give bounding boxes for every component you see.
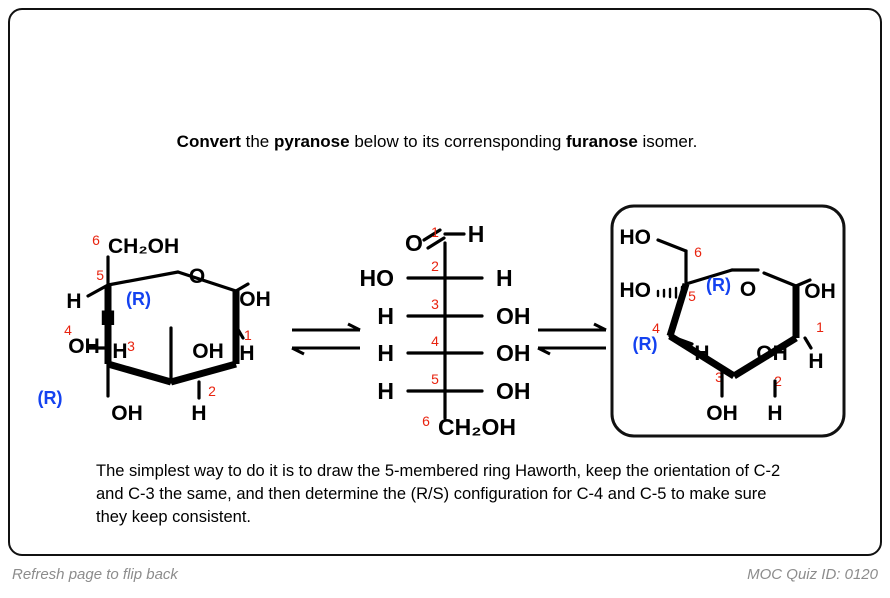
fischer-number-1: 1 [431, 224, 439, 240]
furanose-c2-h: H [767, 402, 783, 425]
pyranose-number-3: 3 [127, 338, 135, 354]
equilibrium-arrow-1 [292, 324, 360, 354]
prompt-word-pyranose: pyranose [274, 132, 350, 151]
fischer-c3-right: OH [496, 303, 531, 329]
fischer-number-4: 4 [431, 333, 439, 349]
haworth-furanose [612, 206, 844, 436]
fischer-number-5: 5 [431, 371, 439, 387]
pyranose-c1-oh: OH [239, 288, 271, 311]
pyranose-number-2: 2 [208, 383, 216, 399]
explanation-text: The simplest way to do it is to draw the 5-membered ring Haworth, keep the orientation of C-2 and C-3 the same, and then determine the (R/S) configuration for C-4 and C-5 to make sure they keep consistent. [96, 462, 781, 526]
prompt-word-convert: Convert [176, 132, 241, 151]
furanose-c3-oh: OH [706, 402, 738, 425]
fischer-c2-right: H [496, 265, 513, 291]
pyranose-c3-oh: OH [111, 402, 143, 425]
fischer-number-6: 6 [422, 413, 430, 429]
pyranose-stereo-c4: (R) [37, 388, 63, 408]
fischer-c3-left: H [377, 303, 394, 329]
furanose-stereo-c4: (R) [632, 334, 658, 354]
refresh-hint: Refresh page to flip back [12, 566, 178, 583]
furanose-number-6: 6 [694, 244, 702, 260]
fischer-projection [360, 221, 531, 440]
furanose-ring-oxygen: O [739, 278, 757, 301]
furanose-number-4: 4 [652, 320, 660, 336]
equilibrium-arrow-2 [538, 324, 606, 354]
prompt-seg-5: isomer. [637, 132, 698, 151]
fischer-c1-o: O [405, 230, 423, 256]
pyranose-c5-h: H [100, 307, 116, 330]
fischer-c5-right: OH [496, 378, 531, 404]
pyranose-stereo-c5: (R) [126, 289, 151, 309]
fischer-c2-left: HO [359, 265, 394, 291]
fischer-c4-right: OH [496, 340, 531, 366]
pyranose-c6-ch2oh: CH₂OH [108, 235, 180, 258]
quiz-id: MOC Quiz ID: 0120 [747, 566, 878, 583]
furanose-c2-oh: OH [756, 342, 788, 365]
fischer-c4-left: H [377, 340, 394, 366]
furanose-number-5: 5 [688, 288, 696, 304]
pyranose-c4-oh: OH [68, 335, 100, 358]
haworth-pyranose [38, 232, 271, 425]
pyranose-c3-h: H [112, 340, 128, 363]
furanose-c5-ho: HO [619, 279, 651, 302]
furanose-stereo-c5: (R) [706, 275, 731, 295]
pyranose-number-6: 6 [92, 232, 100, 248]
fischer-c1-h: H [467, 221, 485, 247]
furanose-c6-ho: HO [619, 226, 651, 249]
fischer-number-3: 3 [431, 296, 439, 312]
pyranose-c1-h: H [239, 342, 255, 365]
furanose-number-2: 2 [774, 373, 782, 389]
footer-bar [8, 566, 882, 590]
furanose-c1-oh: OH [804, 280, 836, 303]
pyranose-c4-h: H [66, 290, 82, 313]
prompt-seg-1: the [240, 132, 274, 151]
prompt-word-furanose: furanose [566, 132, 638, 151]
furanose-number-3: 3 [715, 369, 723, 385]
pyranose-c2-h: H [191, 402, 207, 425]
pyranose-number-1: 1 [244, 327, 252, 343]
furanose-hashed-wedge-icon [658, 287, 682, 298]
pyranose-number-5: 5 [96, 267, 104, 283]
fischer-number-2: 2 [431, 258, 439, 274]
pyranose-ring-oxygen: O [188, 265, 206, 288]
pyranose-number-4: 4 [64, 322, 72, 338]
pyranose-c2-oh: OH [192, 340, 224, 363]
prompt-seg-3: below to its corrensponding [349, 132, 566, 151]
furanose-number-1: 1 [816, 319, 824, 335]
fischer-c5-left: H [377, 378, 394, 404]
furanose-c4-h: H [694, 342, 710, 365]
furanose-c1-h: H [808, 350, 824, 373]
fischer-c6-ch2oh: CH₂OH [438, 414, 516, 440]
